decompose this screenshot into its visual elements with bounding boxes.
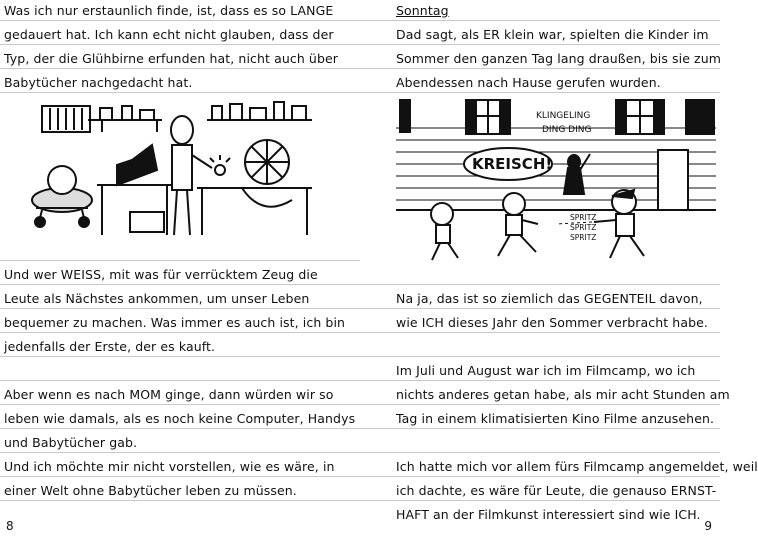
spritz-text: SPRITZ (570, 213, 597, 222)
right-page (360, 0, 758, 537)
text-line: Tag in einem klimatisierten Kino Filme anzusehen. (396, 411, 715, 426)
shout-text: KREISCH! (472, 155, 553, 173)
text-line: Babytücher nachgedacht hat. (4, 75, 193, 90)
text-line: leben wie damals, als es noch keine Computer, Handys (4, 411, 356, 426)
sound-effect-ding: DING DING (542, 125, 592, 135)
sound-effect-bell: KLINGELING (536, 111, 591, 121)
text-line: Im Juli und August war ich im Filmcamp, wo ich (396, 363, 696, 378)
page-number: 8 (6, 519, 14, 533)
text-line: Abendessen nach Hause gerufen wurden. (396, 75, 661, 90)
text-line: ich dachte, es wäre für Leute, die genauso ERNST- (396, 483, 717, 498)
text-line: bequemer zu machen. Was immer es auch ist, ich bin (4, 315, 346, 330)
text-line: Aber wenn es nach MOM ginge, dann würden wir so (4, 387, 334, 402)
text-line: Was ich nur erstaunlich finde, ist, dass es so LANGE (4, 3, 334, 18)
spritz-text: SPRITZ (570, 233, 597, 242)
text-line: HAFT an der Filmkunst interessiert sind wie ICH. (396, 507, 701, 522)
text-line: jedenfalls der Erste, der es kauft. (4, 339, 216, 354)
text-line: Ich hatte mich vor allem fürs Filmcamp angemeldet, weil (396, 459, 758, 474)
text-line: einer Welt ohne Babytücher leben zu müssen. (4, 483, 297, 498)
text-line: Und wer WEISS, mit was für verrücktem Zeug die (4, 267, 318, 282)
text-line: Sommer den ganzen Tag lang draußen, bis sie zum (396, 51, 722, 66)
page-number: 9 (704, 519, 712, 533)
kids-playing-illustration (396, 98, 716, 268)
text-line: wie ICH dieses Jahr den Sommer verbracht habe. (396, 315, 708, 330)
spritz-text: SPRITZ (570, 223, 597, 232)
text-line: nichts anderes getan habe, als mir acht Stunden am (396, 387, 730, 402)
text-line: Typ, der die Glühbirne erfunden hat, nicht auch über (4, 51, 339, 66)
day-heading: Sonntag (396, 3, 449, 18)
text-line: gedauert hat. Ich kann echt nicht glauben, dass der (4, 27, 334, 42)
text-line: Leute als Nächstes ankommen, um unser Leben (4, 291, 310, 306)
text-line: und Babytücher gab. (4, 435, 138, 450)
left-page (0, 0, 360, 537)
text-line: Und ich möchte mir nicht vorstellen, wie es wäre, in (4, 459, 335, 474)
inventor-illustration (22, 100, 342, 245)
text-line: Dad sagt, als ER klein war, spielten die Kinder im (396, 27, 709, 42)
text-line: Na ja, das ist so ziemlich das GEGENTEIL davon, (396, 291, 703, 306)
